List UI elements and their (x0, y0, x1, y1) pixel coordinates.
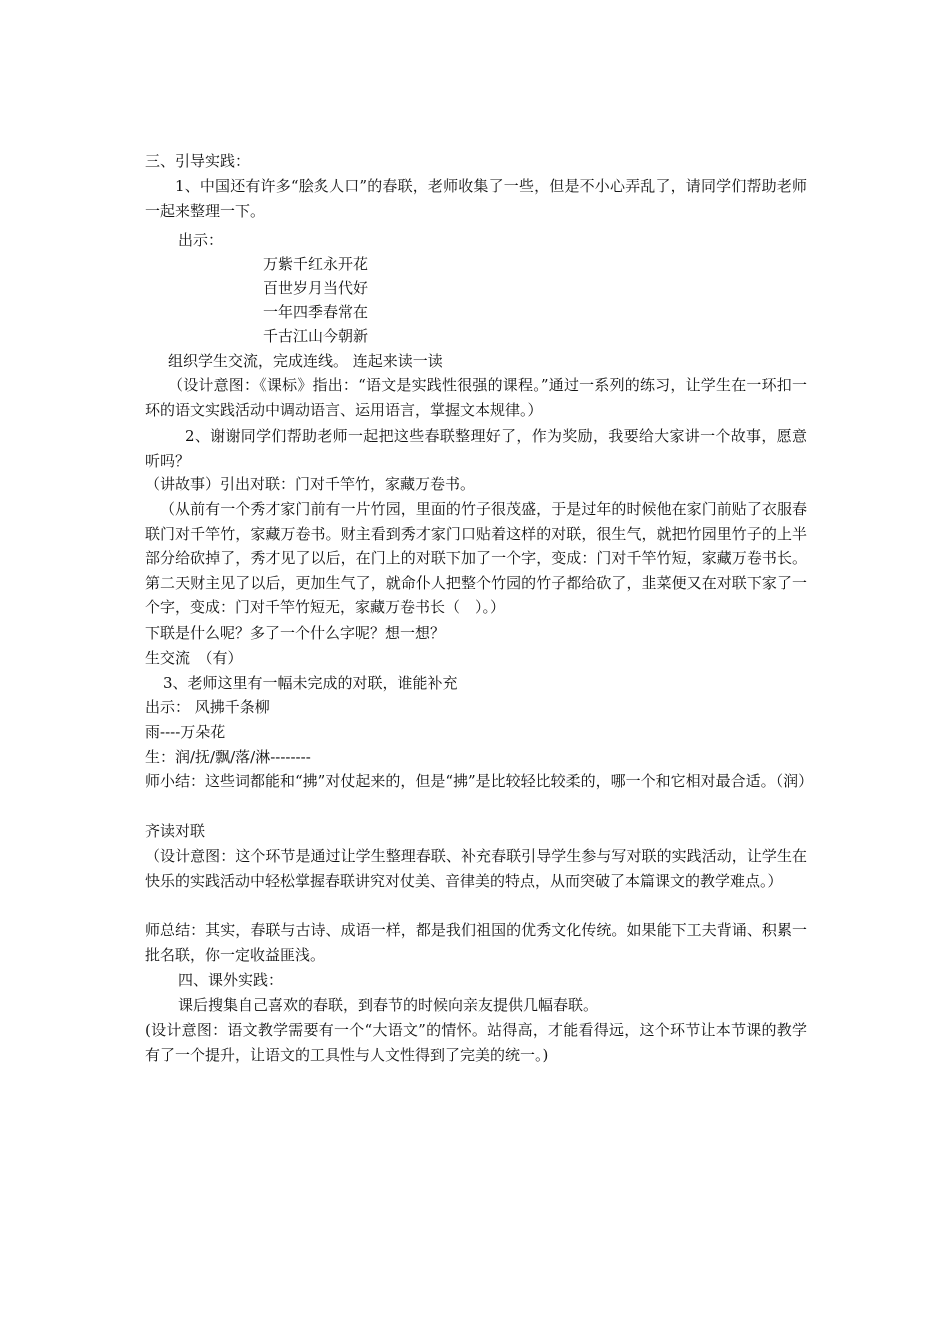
read-together: 齐读对联 (145, 822, 206, 840)
couplet-line-4: 千古江山今朝新 (263, 327, 369, 345)
couplet-line-3: 一年四季春常在 (263, 303, 369, 321)
section-3-paragraph-2: 2、谢谢同学们帮助老师一起把这些春联整理好了，作为奖励，我要给大家讲一个故事，愿意听吗？ (145, 427, 807, 470)
teacher-conclusion: 师总结：其实，春联与古诗、成语一样，都是我们祖国的优秀文化传统。如果能下工夫背诵、积累一批名联，你一定收益匪浅。 (145, 921, 807, 964)
student-exchange-1: 生交流 （有） (145, 649, 243, 667)
show-label-1: 出示： (178, 231, 224, 249)
design-intent-3: (设计意图：语文教学需要有一个“大语文”的情怀。站得高，才能看得远，这个环节让本节课的教学有了一个提升，让语文的工具性与人文性得到了完美的统一。) (145, 1021, 807, 1064)
design-intent-2: （设计意图：这个环节是通过让学生整理春联、补充春联引导学生参与写对联的实践活动，让学生在快乐的实践活动中轻松掌握春联讲究对仗美、音律美的特点，从而突破了本篇课文的教学难点。） (145, 847, 807, 890)
design-intent-1: （设计意图：《课标》指出：“语文是实践性很强的课程。”通过一系列的练习，让学生在一环扣一环的语文实践活动中调动语言、运用语言，掌握文本规律。） (145, 376, 807, 419)
student-answers: 生：润/抚/飘/落/淋-------- (145, 748, 311, 766)
section-4-heading: 四、课外实践： (178, 971, 284, 989)
question-line: 下联是什么呢？多了一个什么字呢？想一想？ (145, 624, 446, 642)
show-label-2: 出示： 风拂千条柳 (145, 698, 270, 716)
story-paragraph: （从前有一个秀才家门前有一片竹园，里面的竹子很茂盛，于是过年的时候他在家门前贴了衣服春联门对千竿竹，家藏万卷书。财主看到秀才家门口贴着这样的对联，很生气，就把竹园里竹子的上半部分给砍掉了，秀才见了以后，在门上的对联下加了一个字，变成：门对千竿竹短，家藏万卷书长。第二天财主见了以后，更加生气了，就命仆人把整个竹园的竹子都给砍了，韭菜便又在对联下家了一个字，变成：门对千竿竹短无，家藏万卷书长（ ）。） (145, 500, 807, 617)
teacher-summary: 师小结：这些词都能和“拂”对仗起来的，但是“拂”是比较轻比较柔的，哪一个和它相对最合适。（润） (145, 772, 814, 790)
section-3-heading: 三、引导实践： (145, 152, 251, 170)
section-3-paragraph-3: 3、老师这里有一幅未完成的对联，谁能补充 (163, 674, 458, 692)
couplet-line-2: 百世岁月当代好 (263, 279, 369, 297)
organize-exchange: 组织学生交流，完成连线。 连起来读一读 (168, 352, 443, 370)
couplet-line-1: 万紫千红永开花 (263, 255, 369, 273)
story-intro: （讲故事）引出对联：门对千竿竹，家藏万卷书。 (145, 475, 476, 493)
rain-line: 雨----万朵花 (145, 723, 226, 741)
section-3-paragraph-1: 1、中国还有许多“脍炙人口”的春联，老师收集了一些，但是不小心弄乱了，请同学们帮助老师一起来整理一下。 (145, 177, 807, 220)
section-4-paragraph-1: 课后搜集自己喜欢的春联，到春节的时候向亲友提供几幅春联。 (178, 996, 599, 1014)
